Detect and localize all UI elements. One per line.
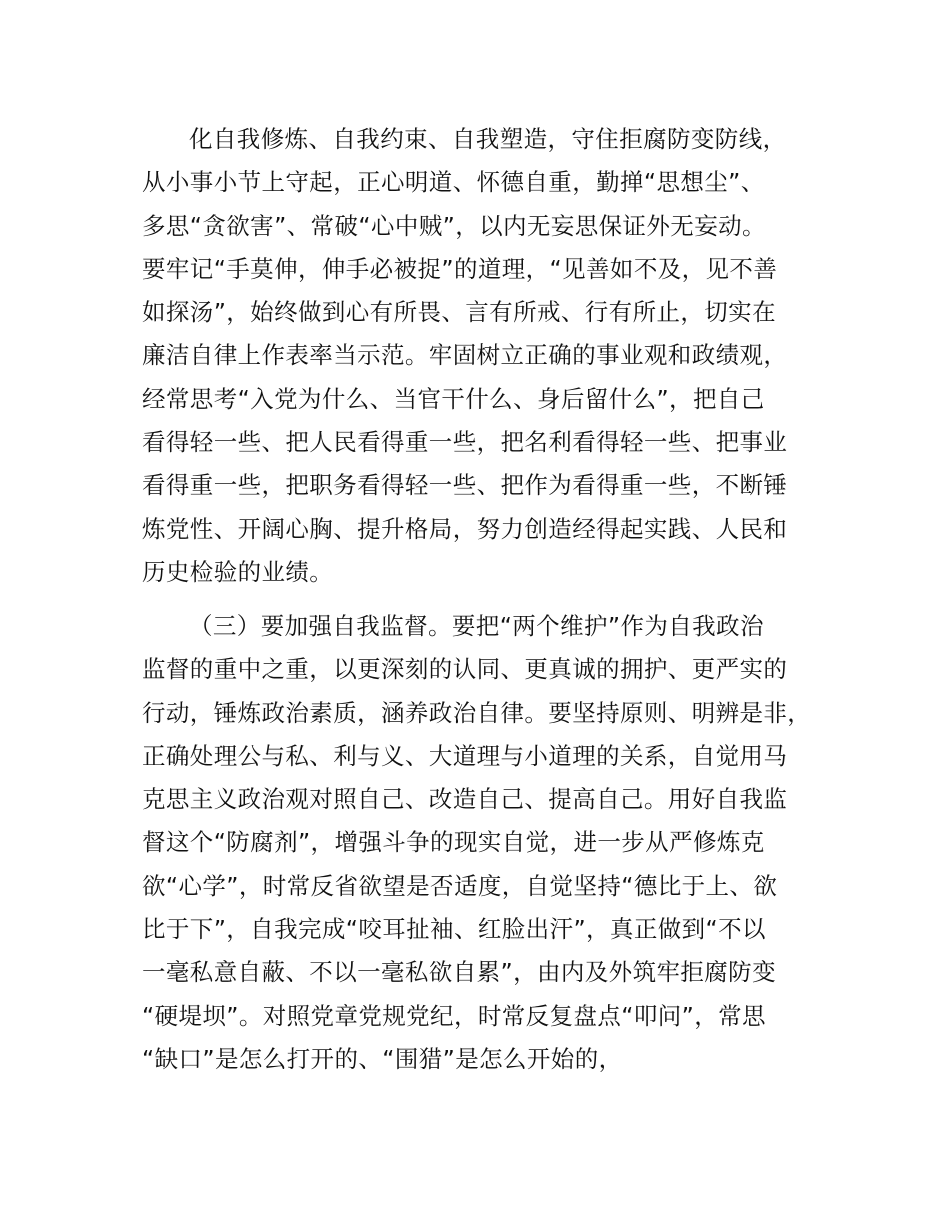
paragraph-2-line: 行动，锤炼政治素质，涵养政治自律。要坚持原则、明辨是非， [142, 698, 812, 727]
paragraph-2-line: 克思主义政治观对照自己、改造自己、提高自己。用好自我监 [142, 785, 788, 814]
paragraph-2-line: “硬堤坝”。对照党章党规党纪，时常反复盘点“叩问”，常思 [142, 1001, 766, 1030]
paragraph-1-line: 要牢记“手莫伸，伸手必被捉”的道理，“见善如不及，见不善 [142, 254, 778, 283]
paragraph-2-line: （三）要加强自我监督。要把“两个维护”作为自我政治 [189, 612, 764, 640]
paragraph-2-line: 欲“心学”，时常反省欲望是否适度，自觉坚持“德比于上、欲 [142, 871, 778, 900]
paragraph-1-line: 从小事小节上守起，正心明道、怀德自重，勤掸“思想尘”、 [142, 168, 765, 197]
paragraph-1-line: 多思“贪欲害”、常破“心中贼”，以内无妄思保证外无妄动。 [142, 211, 766, 240]
paragraph-1-line: 历史检验的业绩。 [142, 557, 334, 586]
paragraph-2 [142, 605, 832, 1081]
paragraph-1-line: 如探汤”，始终做到心有所畏、言有所戒、行有所止，切实在 [142, 298, 776, 327]
paragraph-1-line: 看得重一些，把职务看得轻一些、把作为看得重一些，不断锤 [142, 471, 788, 500]
paragraph-2-line: “缺口”是怎么打开的、“围猎”是怎么开始的， [142, 1044, 623, 1073]
paragraph-1 [142, 118, 832, 594]
paragraph-2-line: 一毫私意自蔽、不以一毫私欲自累”，由内及外筑牢拒腐防变 [142, 958, 776, 987]
paragraph-2-line: 督这个“防腐剂”，增强斗争的现实自觉，进一步从严修炼克 [142, 828, 765, 857]
paragraph-1-line: 炼党性、开阔心胸、提升格局，努力创造经得起实践、人民和 [142, 514, 788, 543]
paragraph-1-line: 廉洁自律上作表率当示范。牢固树立正确的事业观和政绩观， [142, 341, 788, 370]
paragraph-1-line: 化自我修炼、自我约束、自我塑造，守住拒腐防变防线， [189, 125, 787, 153]
paragraph-1-line: 经常思考“入党为什么、当官干什么、身后留什么”，把自己 [142, 384, 765, 413]
paragraph-2-line: 监督的重中之重，以更深刻的认同、更真诚的拥护、更严实的 [142, 655, 788, 684]
paragraph-2-line: 比于下”，自我完成“咬耳扯袖、红脸出汗”，真正做到“不以 [142, 915, 766, 944]
paragraph-2-line: 正确处理公与私、利与义、大道理与小道理的关系，自觉用马 [142, 741, 788, 770]
paragraph-1-line: 看得轻一些、把人民看得重一些，把名利看得轻一些、把事业 [142, 428, 788, 457]
